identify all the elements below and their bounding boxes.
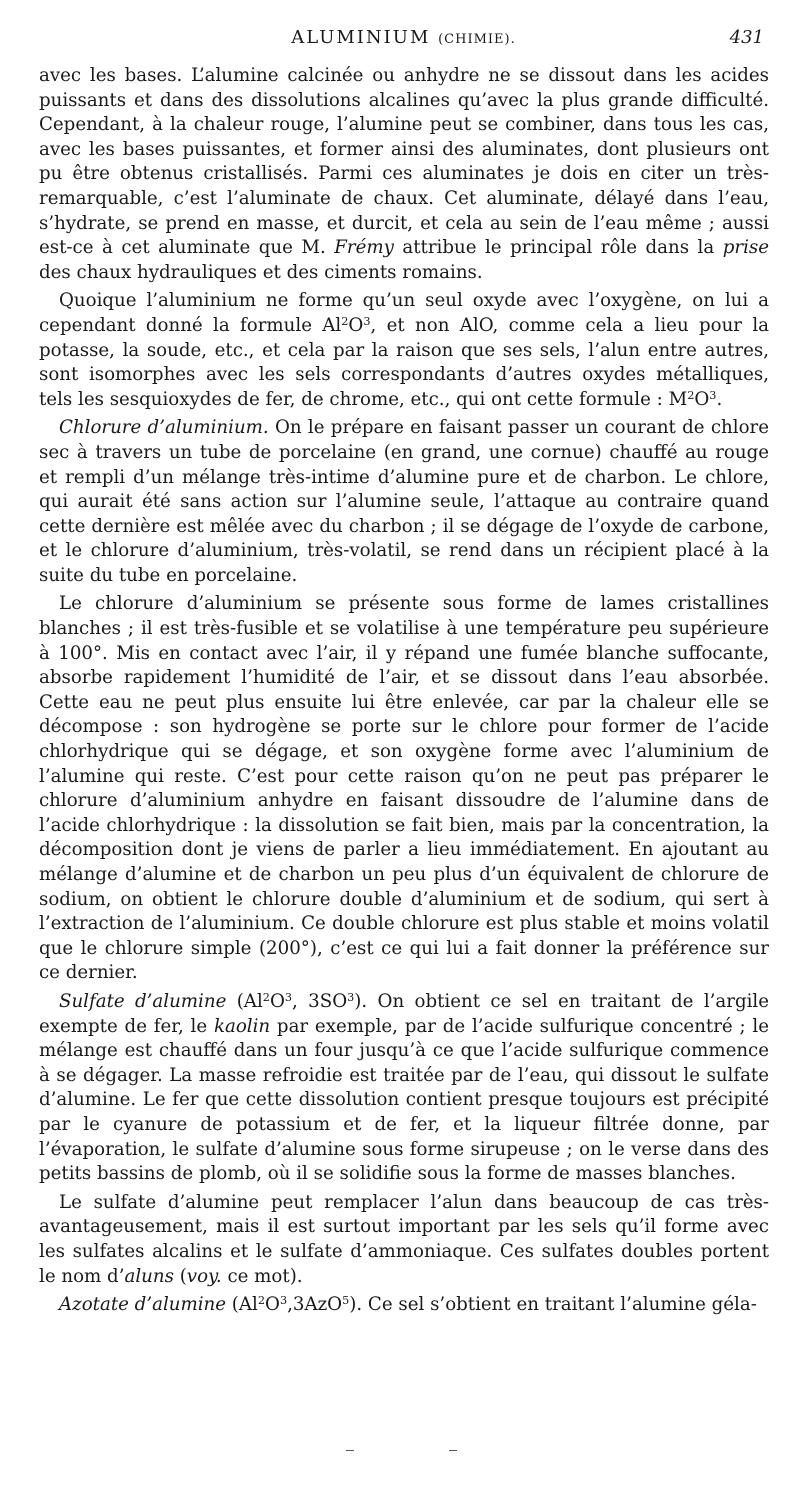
paragraph — [39, 1191, 769, 1289]
text-run: O — [348, 314, 364, 336]
text-run: (Al — [226, 990, 263, 1012]
text-run: (Al — [226, 1294, 258, 1316]
text-run: ). On obtient ce sel en traitant de l’argile exempte de fer, le — [39, 990, 769, 1037]
text-run: Le sulfate d’alumine peut remplacer l’alun dans beaucoup de cas très-avantageusement, mais il est surtout important par les sels qu’il forme avec les sulfates alcalins et le sulfate d’ammoniaque. Ces sulfates doubles portent le nom d’ — [39, 1191, 769, 1287]
running-title-main: ALUMINIUM — [291, 27, 431, 48]
running-header — [39, 27, 768, 53]
text-run: O — [694, 388, 710, 410]
text-run: ( — [173, 1265, 187, 1287]
superscript: 3 — [279, 1293, 288, 1307]
footer-marks — [0, 1450, 800, 1460]
paragraph — [39, 592, 769, 986]
paragraph — [39, 64, 769, 285]
page-number: 431 — [729, 27, 764, 48]
paragraph — [39, 990, 769, 1187]
italic-text: voy. — [186, 1265, 222, 1287]
paragraph — [39, 416, 769, 588]
text-run: avec les bases. L’alumine calcinée ou anhydre ne se dissout dans les acides puissants et dans des dissolutions alcalines qu’avec la plus grande difficulté. Cependant, à la chaleur rouge, l’alumine peut se combiner, dans tous les cas, avec les bases puissantes, et former ainsi des aluminates, dont plusieurs ont pu être obtenus cristallisés. Parmi ces aluminates je dois en citer un très-remarquable, c’est l’aluminate de chaux. Cet aluminate, délayé dans l’eau, s’hydrate, se prend en masse, et durcit, et cela au sein de l’eau même ; aussi est-ce à cet aluminate que M. — [39, 65, 769, 259]
text-run: ,3AzO — [287, 1294, 343, 1316]
text-run: . — [716, 388, 723, 410]
superscript: 2 — [257, 1293, 266, 1307]
italic-text: prise — [722, 237, 769, 259]
text-run: , et non AlO, comme cela a lieu pour la potasse, la soude, etc., et cela par la raison que ses sels, l’alun entre autres, sont isomorphes avec les sels correspondants d’autres oxydes métalliques, tels les sesquioxydes de fer, de chrome, etc., qui ont cette formule : M — [39, 314, 769, 410]
superscript: 2 — [262, 990, 270, 1004]
italic-text: Sulfate d’alumine — [59, 990, 227, 1012]
text-run: O — [269, 990, 285, 1012]
paragraph — [39, 1293, 769, 1318]
text-run: Le chlorure d’aluminium se présente sous forme de lames cristallines blanches ; il est très-fusible et se volatilise à une température peu supérieure à 100°. Mis en contact avec l’air, il y répand une fumée blanche suffocante, absorbe rapidement l’humidité de l’air, et se dissout dans l’eau absorbée. Cette eau ne peut plus ensuite lui être enlevée, car par la chaleur elle se décompose : son hydrogène se porte sur le chlore pour former de l’acide chlorhydrique qui se dégage, et son oxygène forme avec l’aluminium de l’alumine qui reste. C’est pour cette raison qu’on ne peut pas préparer le chlorure d’aluminium anhydre en faisant dissoudre de l’alumine dans de l’acide chlorhydrique : la dissolution se fait bien, mais par la concentration, la décomposition dont je viens de parler a lieu immédiatement. En ajoutant au mélange d’alumine et de charbon un peu plus d’un équivalent de chlorure de sodium, on obtient le chlorure double d’aluminium et de sodium, qui sert à l’extraction de l’aluminium. Ce double chlorure est plus stable et moins volatil que le chlorure simple (200°), c’est ce qui lui a fait donner la préférence sur ce dernier. — [39, 593, 769, 984]
italic-text: Chlorure d’aluminium. — [59, 417, 269, 439]
text-run: par exemple, par de l’acide sulfurique concentré ; le mélange est chauffé dans un four jusqu’à ce que l’acide sulfurique commence à se dégager. La masse refroidie est traitée par de l’eau, qui dissout le sulfate d’alumine. Le fer que cette dissolution contient presque toujours est précipité par le cyanure de potassium et de fer, et la liqueur filtrée donne, par l’évaporation, le sulfate d’alumine sous forme sirupeuse ; on le verse dans des petits bassins de plomb, où il se solidifie sous la forme de masses blanches. — [39, 1015, 770, 1185]
italic-text: Frémy — [334, 237, 394, 259]
italic-text: kaolin — [213, 1015, 271, 1037]
text-run: ce mot). — [221, 1265, 303, 1287]
text-run: attribue le principal rôle dans la — [393, 237, 723, 259]
superscript: 2 — [341, 314, 349, 328]
superscript: 5 — [342, 1293, 350, 1307]
italic-text: Azotate d’alumine — [59, 1294, 227, 1316]
text-run: , 3SO — [292, 990, 348, 1012]
superscript: 3 — [284, 990, 293, 1004]
text-run: ). Ce sel s’obtient en traitant l’alumine géla- — [349, 1294, 757, 1316]
superscript: 3 — [709, 388, 717, 402]
text-run: des chaux hydrauliques et des ciments romains. — [39, 261, 483, 283]
paragraph — [39, 289, 769, 412]
running-title — [39, 27, 768, 48]
superscript: 3 — [347, 990, 355, 1004]
superscript: 2 — [687, 388, 695, 402]
running-title-subtitle: (CHIMIE). — [438, 32, 516, 47]
text-run: Quoique l’aluminium ne forme qu’un seul oxyde avec l’oxygène, on lui a cependant donné la formule Al — [39, 290, 769, 336]
text-run: On le prépare en faisant passer un courant de chlore sec à travers un tube de porcelaine (en grand, une cornue) chauffé au rouge et rempli d’un mélange très-intime d’alumine pure et de charbon. Le chlore, qui aurait été sans action sur l’alumine seule, l’attaque au contraire quand cette dernière est mêlée avec du charbon ; il se dégage de l’oxyde de carbone, et le chlorure d’aluminium, très-volatil, se rend dans un récipient placé à la suite du tube en porcelaine. — [39, 417, 769, 586]
superscript: 3 — [363, 314, 371, 328]
body-text — [39, 64, 769, 1322]
italic-text: aluns — [124, 1265, 174, 1287]
text-run: O — [265, 1294, 280, 1316]
